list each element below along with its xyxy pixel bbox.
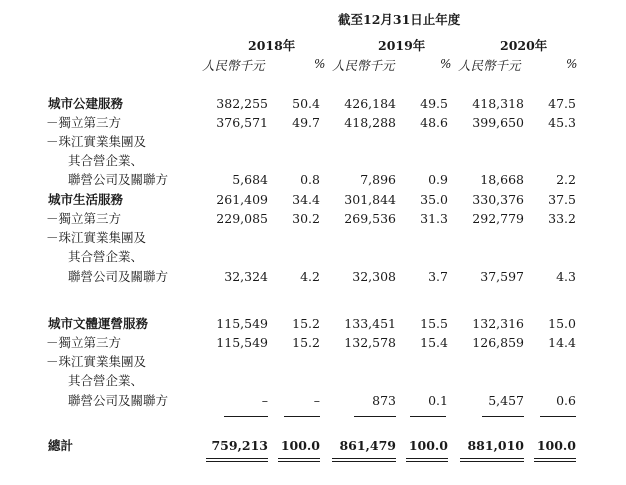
total-value: 861,479 [339,438,396,453]
sub-underline-1 [224,416,268,417]
row-value: 132,316 [472,316,524,331]
row-value: 261,409 [216,192,268,207]
row-label: 城市公建服務 [48,96,124,111]
unit-header-2020: 人民幣千元 [458,58,521,73]
pct-header-2019: % [440,57,452,71]
row-value: 2.2 [556,172,576,187]
total-double-line-1a [206,458,268,459]
row-value: 132,578 [344,335,396,350]
sub-underline-4 [410,416,446,417]
row-value: 33.2 [548,211,576,226]
total-double-line-3a [332,458,396,459]
row-value: 873 [372,393,396,408]
row-value: 48.6 [420,115,448,130]
total-double-line-4b [406,461,448,462]
row-label: －獨立第三方 [46,211,122,226]
total-value: 881,010 [467,438,524,453]
row-value: 31.3 [420,211,448,226]
row-value: 35.0 [420,192,448,207]
year-2018-header: 2018年 [248,38,296,53]
row-value: 133,451 [344,316,396,331]
row-value: 3.7 [428,269,448,284]
total-double-line-6b [534,461,576,462]
row-label: 聯營公司及關聯方 [68,269,169,284]
sub-underline-5 [482,416,524,417]
row-label: 其合營企業、 [68,153,144,168]
row-value: 0.9 [428,172,448,187]
row-value: 115,549 [216,335,268,350]
row-value: 4.3 [556,269,576,284]
row-value: 14.4 [548,335,576,350]
row-label: －珠江實業集團及 [46,230,147,245]
row-value: 49.5 [420,96,448,111]
row-value: 7,896 [360,172,396,187]
row-label: 城市生活服務 [48,192,124,207]
unit-header-2019: 人民幣千元 [332,58,395,73]
row-value: 37.5 [548,192,576,207]
row-value: 34.4 [292,192,320,207]
row-value: 4.2 [300,269,320,284]
row-value: 0.6 [556,393,576,408]
pct-header-2020: % [566,57,578,71]
row-value: 45.3 [548,115,576,130]
total-double-line-5a [460,458,524,459]
sub-underline-6 [540,416,576,417]
row-value: 269,536 [344,211,396,226]
row-value: 32,324 [224,269,268,284]
total-value: 100.0 [536,438,576,453]
total-double-line-2b [278,461,320,462]
row-value: 229,085 [216,211,268,226]
row-value: – [261,393,268,408]
row-value: 50.4 [292,96,320,111]
pct-header-2018: % [314,57,326,71]
sub-underline-2 [284,416,320,417]
row-label: －珠江實業集團及 [46,134,147,149]
row-value: 426,184 [344,96,396,111]
period-header: 截至12月31日止年度 [338,12,461,27]
row-label: －獨立第三方 [46,335,122,350]
row-label: －珠江實業集團及 [46,354,147,369]
total-double-line-3b [332,461,396,462]
row-value: 115,549 [216,316,268,331]
row-label: 聯營公司及關聯方 [68,393,169,408]
row-label: 聯營公司及關聯方 [68,172,169,187]
row-value: 15.2 [292,335,320,350]
row-label: 其合營企業、 [68,249,144,264]
row-value: 49.7 [292,115,320,130]
row-value: 382,255 [216,96,268,111]
row-value: 330,376 [472,192,524,207]
row-value: 15.4 [420,335,448,350]
sub-underline-3 [354,416,396,417]
row-value: 47.5 [548,96,576,111]
row-value: 5,457 [488,393,524,408]
row-value: 418,318 [472,96,524,111]
row-value: 126,859 [472,335,524,350]
total-double-line-5b [460,461,524,462]
row-value: 5,684 [232,172,268,187]
total-double-line-1b [206,461,268,462]
row-value: 15.2 [292,316,320,331]
row-label: 其合營企業、 [68,373,144,388]
total-value: 100.0 [408,438,448,453]
total-label: 總計 [48,438,74,453]
row-value: 15.5 [420,316,448,331]
year-2019-header: 2019年 [378,38,426,53]
row-value: 30.2 [292,211,320,226]
row-value: 0.1 [428,393,448,408]
year-2020-header: 2020年 [500,38,548,53]
total-double-line-6a [534,458,576,459]
total-double-line-4a [406,458,448,459]
row-value: 418,288 [344,115,396,130]
total-value: 759,213 [211,438,268,453]
total-value: 100.0 [280,438,320,453]
row-value: 18,668 [480,172,524,187]
row-value: 32,308 [352,269,396,284]
row-label: 城市文體運營服務 [48,316,149,331]
row-value: 0.8 [300,172,320,187]
row-value: 301,844 [344,192,396,207]
row-value: – [313,393,320,408]
row-value: 376,571 [216,115,268,130]
row-value: 15.0 [548,316,576,331]
row-value: 37,597 [480,269,524,284]
row-value: 292,779 [472,211,524,226]
total-double-line-2a [278,458,320,459]
row-value: 399,650 [472,115,524,130]
unit-header-2018: 人民幣千元 [202,58,265,73]
row-label: －獨立第三方 [46,115,122,130]
